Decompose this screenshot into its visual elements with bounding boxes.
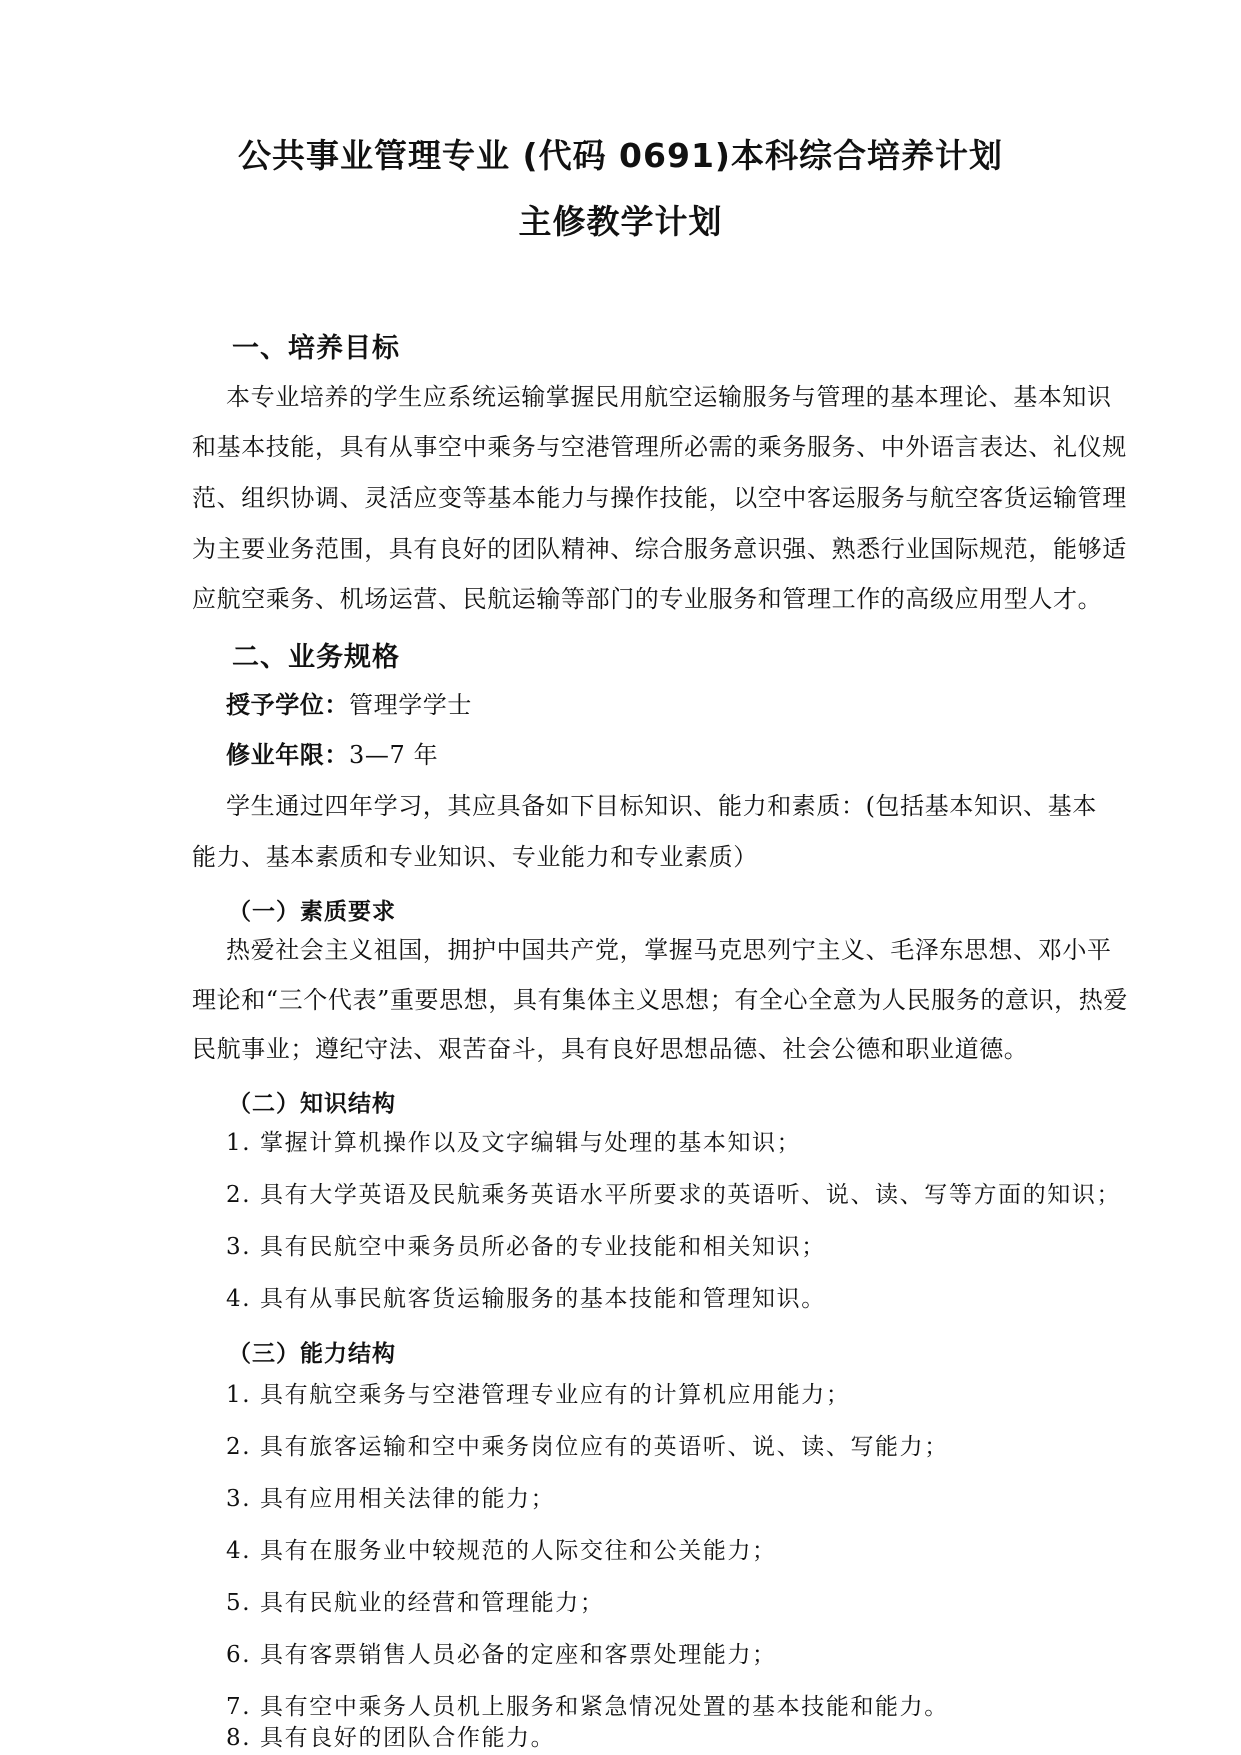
quality-line: 热爱社会主义祖国，拥护中国共产党，掌握马克思列宁主义、毛泽东思想、邓小平: [226, 936, 1112, 964]
years-label: 修业年限：: [226, 741, 349, 769]
document-subtitle: 主修教学计划: [518, 202, 723, 241]
quality-line: 民航事业；遵纪守法、艰苦奋斗，具有良好思想品德、社会公德和职业道德。: [192, 1035, 1029, 1063]
intro-line: 能力、基本素质和专业知识、专业能力和专业素质）: [192, 843, 758, 871]
knowledge-item: 3. 具有民航空中乘务员所必备的专业技能和相关知识；: [226, 1234, 826, 1260]
ability-item: 7. 具有空中乘务人员机上服务和紧急情况处置的基本技能和能力。: [226, 1694, 949, 1720]
intro-line: 学生通过四年学习，其应具备如下目标知识、能力和素质：(包括基本知识、基本: [226, 792, 1097, 820]
degree-row: [226, 690, 472, 720]
knowledge-item: 2. 具有大学英语及民航乘务英语水平所要求的英语听、说、读、写等方面的知识；: [226, 1182, 1122, 1208]
years-value: 3—7 年: [349, 741, 439, 769]
ability-item: 4. 具有在服务业中较规范的人际交往和公关能力；: [226, 1538, 777, 1564]
objectives-line: 本专业培养的学生应系统运输掌握民用航空运输服务与管理的基本理论、基本知识: [226, 383, 1112, 411]
ability-item: 3. 具有应用相关法律的能力；: [226, 1486, 556, 1512]
ability-item: 8. 具有良好的团队合作能力。: [226, 1725, 556, 1751]
ability-item: 6. 具有客票销售人员必备的定座和客票处理能力；: [226, 1642, 777, 1668]
objectives-line: 为主要业务范围，具有良好的团队精神、综合服务意识强、熟悉行业国际规范，能够适: [192, 535, 1127, 563]
subheading-quality: （一）素质要求: [228, 899, 396, 925]
objectives-line: 应航空乘务、机场运营、民航运输等部门的专业服务和管理工作的高级应用型人才。: [192, 585, 1103, 613]
subheading-knowledge: （二）知识结构: [228, 1091, 396, 1117]
ability-item: 2. 具有旅客运输和空中乘务岗位应有的英语听、说、读、写能力；: [226, 1434, 949, 1460]
section-heading-objectives: 一、培养目标: [232, 333, 400, 364]
objectives-line: 和基本技能，具有从事空中乘务与空港管理所必需的乘务服务、中外语言表达、礼仪规: [192, 433, 1127, 461]
degree-label: 授予学位：: [226, 691, 349, 719]
years-row: [226, 740, 438, 770]
ability-item: 5. 具有民航业的经营和管理能力；: [226, 1590, 605, 1616]
knowledge-item: 4. 具有从事民航客货运输服务的基本技能和管理知识。: [226, 1286, 826, 1312]
quality-line: 理论和“三个代表”重要思想，具有集体主义思想；有全心全意为人民服务的意识，热爱: [192, 986, 1128, 1014]
knowledge-item: 1. 掌握计算机操作以及文字编辑与处理的基本知识；: [226, 1130, 802, 1156]
section-heading-specifications: 二、业务规格: [232, 642, 400, 673]
ability-item: 1. 具有航空乘务与空港管理专业应有的计算机应用能力；: [226, 1382, 851, 1408]
objectives-line: 范、组织协调、灵活应变等基本能力与操作技能，以空中客运服务与航空客货运输管理: [192, 484, 1127, 512]
subheading-ability: （三）能力结构: [228, 1341, 396, 1367]
document-title: 公共事业管理专业 (代码 0691)本科综合培养计划: [238, 136, 1003, 175]
degree-value: 管理学学士: [349, 691, 472, 719]
